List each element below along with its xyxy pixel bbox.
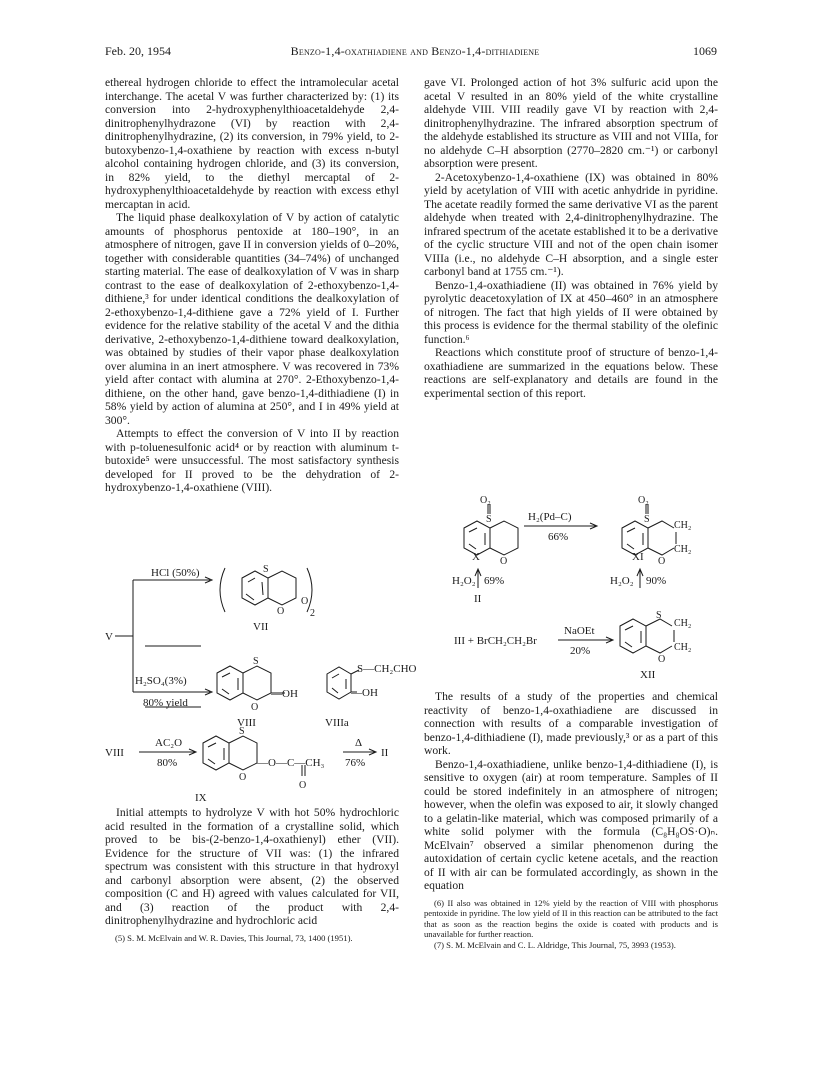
delta-yield: 76%	[345, 757, 366, 769]
ac2o-reagent: AC₂O	[155, 737, 183, 749]
viii-s-atom: S	[253, 656, 259, 667]
header-title: Benzo-1,4-oxathiadiene and Benzo-1,4-dithiadiene	[290, 44, 540, 58]
ix-label: IX	[195, 792, 207, 804]
delta-sign: Δ	[355, 737, 363, 749]
xi-o-atom: O	[658, 556, 666, 567]
x-o2: O₂	[480, 495, 491, 506]
right-paragraph-2: 2-Acetoxybenzo-1,4-oxathiene (IX) was obtained in 80% yield by acetylation of VIII with acetic anhydride in pyridine. The acetate readily formed the same derivative VI as the parent aldehyde when treated with 2,4-dinitrophenylhydrazine. The infrared spectrum of the acetate established it to be a derivative of the cyclic structure VIII and not of the open chain isomer VIIIa (i.e., no aldehyde C–H absorption, and a single ester carbonyl band at 1755 cm.⁻¹).	[424, 170, 718, 278]
left-paragraph-3: Attempts to effect the conversion of V into II by reaction with p-toluenesulfonic acid⁴ or by reaction with aluminum t-butoxide⁵ were unsuccessful. The most satisfactory synthesis developed for II proved to be the dehydration of 2-hydroxybenzo-1,4-oxathiene (VIII).	[105, 427, 399, 494]
h2so4-yield: 80% yield	[143, 697, 188, 709]
left-paragraph-2: The liquid phase dealkoxylation of V by action of catalytic amounts of phosphorus pentoxide at 180–190°, in an atmosphere of nitrogen, gave II in conversion yields of 0–20%, together with considerable quantities (34–74%) of unchanged starting material. The ease of dealkoxylation of V was in sharp contrast to the ease of dealkoxylation of 2-ethoxybenzo-1,4-dithiene,³ for under identical conditions the dealkoxylation of 2-ethoxybenzo-1,4-dithiene gave a 72% yield of I. Further evidence for the relative stability of the acetal V and the dithia derivative, 2-ethoxybenzo-1,4-dithiene toward dealkoxylation, was obtained by studies of their vapor phase dealkoxylation over alumina in an inert atmosphere. V was recovered in 73% yield after contact with alumina at 270°. 2-Ethoxybenzo-1,4-dithiene, on the other hand, gave benzo-1,4-dithiadiene (I) in 58% yield by action of alumina at 250°, and I in 49% yield at 300°.	[105, 211, 399, 427]
naoet-yield: 20%	[570, 645, 591, 657]
viii-oh: —OH	[271, 688, 298, 700]
h2o2-left-yield: 69%	[484, 575, 505, 587]
ix-s-atom: S	[239, 726, 245, 737]
ii-label: II	[474, 593, 482, 605]
h2-pd-c-reagent: H₂(Pd–C)	[528, 511, 572, 523]
h2o2-right: H₂O₂	[610, 575, 634, 587]
vii-label: VII	[253, 621, 269, 633]
header-page-number: 1069	[693, 44, 717, 58]
x-o-atom: O	[500, 556, 508, 567]
footnote-7: (7) S. M. McElvain and C. L. Aldridge, This Journal, 75, 3993 (1953).	[434, 939, 676, 950]
x-label-visible: X	[472, 551, 480, 563]
right-column-lower	[424, 690, 718, 950]
viiia-chain: S—CH₂CHO	[357, 663, 417, 675]
xi-label: XI	[632, 551, 644, 563]
vii-bridge-o: O	[301, 596, 309, 607]
header-date: Feb. 20, 1954	[105, 44, 171, 58]
reaction-scheme-right	[424, 496, 718, 686]
h2-yield: 66%	[548, 531, 569, 543]
right-column	[424, 76, 718, 400]
h2so4-reagent: H₂SO₄(3%)	[135, 675, 187, 687]
left-paragraph-4: Initial attempts to hydrolyze V with hot 50% hydrochloric acid resulted in the formation of a crystalline solid, which proved to be bis-(2-benzo-1,4-oxathienyl) ether (VII). Evidence for the structure of VII was: (1) the infrared spectrum was consistent with this structure in that hydroxyl and carbonyl absorption were absent, (2) the observed composition (C and H) agreed with values calculated for VII, and (3) reaction of the product with 2,4-dinitrophenylhydrazine and hydrochloric acid	[105, 806, 399, 927]
right-paragraph-3: Benzo-1,4-oxathiadiene (II) was obtained in 76% yield by pyrolytic deacetoxylation of IX at 450–460° in an atmosphere of nitrogen. The fact that high yields of II were obtained by this process is evidence for the thermal stability of the olefinic function.⁶	[424, 278, 718, 346]
vii-s-atom: S	[263, 564, 269, 575]
h2o2-right-yield: 90%	[646, 575, 667, 587]
v-label: V	[105, 631, 113, 643]
footnote-6: (6) II also was obtained in 12% yield by the reaction of VIII with phosphorus pentoxide in pyridine. The low yield of II in this reaction can be attributed to the fact that as soon as the reaction begins the oxide is coated with products and is unavailable for further reaction.	[424, 897, 718, 939]
viii-o-atom: O	[251, 702, 259, 713]
x-s-atom: S	[486, 514, 492, 525]
xi-s-atom: S	[644, 514, 650, 525]
xii-ch2-top: CH₂	[674, 618, 692, 629]
naoet-reagent: NaOEt	[564, 625, 595, 637]
vii-subscript: 2	[310, 608, 315, 619]
h2o2-left: H₂O₂	[452, 575, 476, 587]
viiia-label: VIIIa	[325, 717, 349, 729]
xii-ch2-bottom: CH₂	[674, 642, 692, 653]
ix-o-atom: O	[239, 772, 247, 783]
viii-label: VIII	[237, 717, 256, 729]
left-paragraph-1: ethereal hydrogen chloride to effect the intramolecular acetal interchange. The acetal V was further characterized by: (1) its conversion into 2-hydroxyphenylthioacetaldehyde 2,4-dinitrophenylhydrazone (VI) by reaction with 2,4-dinitrophenylhydrazine, (2) its conversion, in 79% yield, to 2-butoxybenzo-1,4-oxathiene by reaction with excess n-butyl alcohol containing hydrogen chloride, and (3) its conversion, in 82% yield, to the diethyl mercaptal of 2-hydroxyphenylthioacetaldehyde by reaction with excess ethyl mercaptan in acid.	[105, 76, 399, 211]
xii-s-atom: S	[656, 610, 662, 621]
hcl-reagent: HCl (50%)	[151, 567, 200, 579]
xi-ch2-top: CH₂	[674, 520, 692, 531]
right-paragraph-6: Benzo-1,4-oxathiadiene, unlike benzo-1,4-dithiadiene (I), is sensitive to oxygen (air) at room temperature. Samples of II could be stored indefinitely in an atmosphere of nitrogen; however, when the olefin was exposed to air, it slowly changed to a gelatin-like material, which was composed primarily of a white solid polymer with the formula (C₈H₈OS·O)ₙ. McElvain⁷ observed a similar phenomenon during the autoxidation of certain cyclic ketene acetals, and the reaction of II with air can be formulated accordingly, as shown in the equation	[424, 757, 718, 892]
viiia-oh: —OH	[351, 687, 378, 699]
viii-start: VIII	[105, 747, 124, 759]
equation-lhs: III + BrCH₂CH₂Br	[454, 635, 537, 647]
xi-o2: O₂	[638, 495, 649, 506]
ac2o-yield: 80%	[157, 757, 178, 769]
xii-label: XII	[640, 669, 656, 681]
xi-ch2-bottom: CH₂	[674, 544, 692, 555]
vii-o-atom: O	[277, 606, 285, 617]
ix-carbonyl-o: O	[299, 780, 307, 791]
footnote-5: (5) S. M. McElvain and W. R. Davies, This Journal, 73, 1400 (1951).	[115, 932, 353, 943]
ix-acetoxy: —O—C—CH₃	[257, 757, 325, 769]
xii-o-atom: O	[658, 654, 666, 665]
left-column-lower	[105, 806, 399, 943]
reaction-scheme-left	[105, 560, 417, 805]
right-paragraph-4: Reactions which constitute proof of structure of benzo-1,4-oxathiadiene are summarized in the equations below. These reactions are self-explanatory and details are found in the experimental section of this report.	[424, 346, 718, 400]
right-paragraph-1: gave VI. Prolonged action of hot 3% sulfuric acid upon the acetal V resulted in an 80% yield of the white crystalline aldehyde VIII. VIII readily gave VI by reaction with 2,4-dinitrophenylhydrazine. The infrared absorption spectrum of the aldehyde established its structure as VIII and not VIIIa, for no aldehyde C–H absorption (2770–2820 cm.⁻¹) or carbonyl absorption were present.	[424, 76, 718, 170]
left-column	[105, 76, 399, 495]
ii-product: II	[381, 747, 389, 759]
right-paragraph-5: The results of a study of the properties and chemical reactivity of benzo-1,4-oxathiadiene are discussed in connection with results of a comparable investigation of benzo-1,4-dithiadiene (I), made previously,³ or as a part of this work.	[424, 690, 718, 757]
